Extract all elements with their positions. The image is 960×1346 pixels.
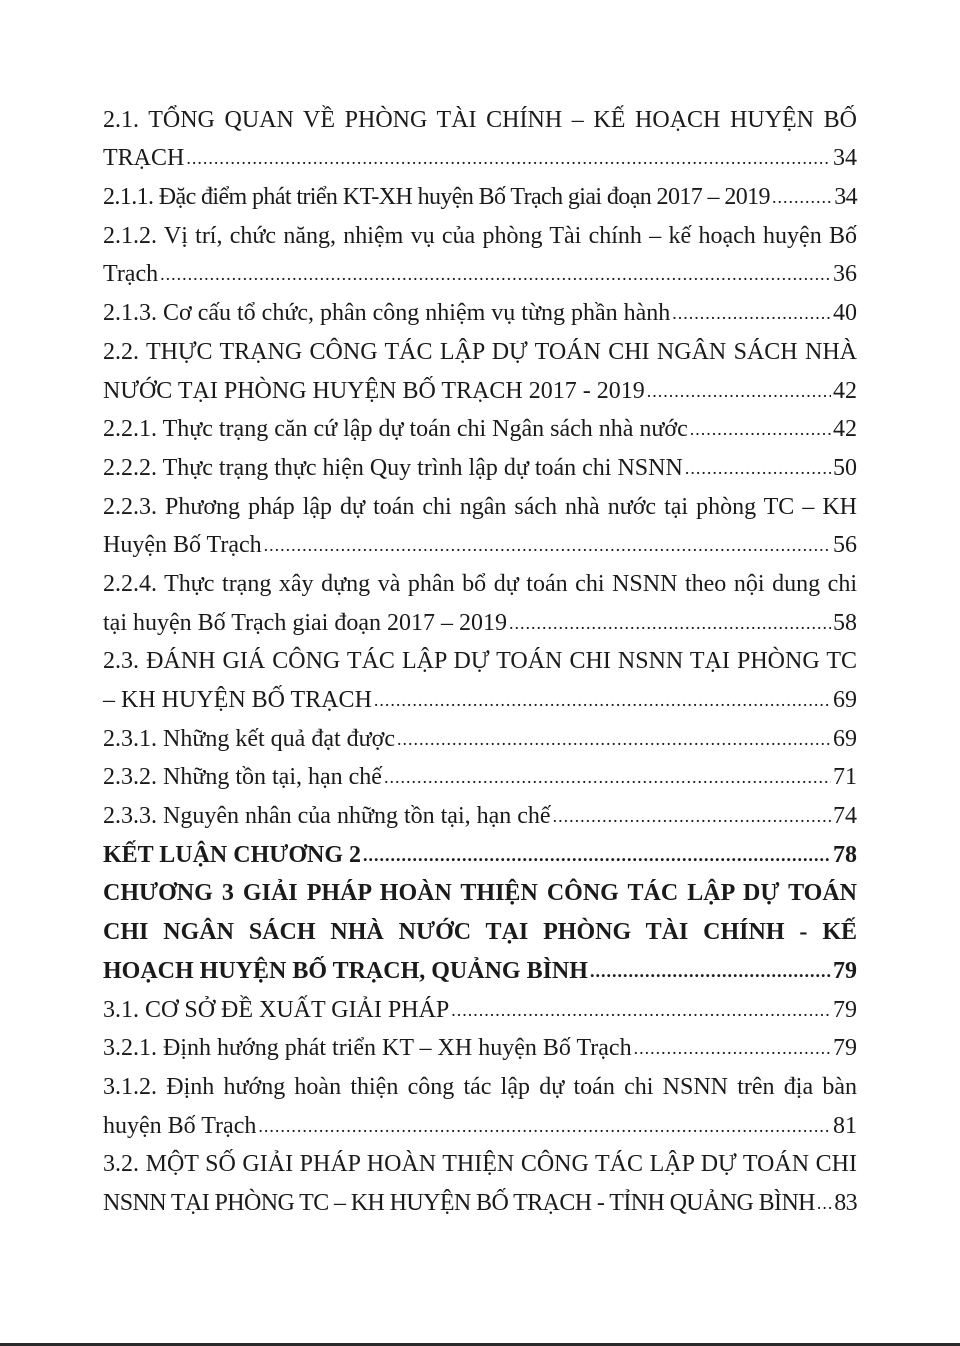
toc-entry [103,444,857,483]
toc-entry [103,986,857,1025]
dot-leader [382,763,831,792]
dot-leader [688,415,831,444]
dot-leader [158,260,831,289]
dot-leader [372,686,831,715]
toc-entry [103,135,857,174]
dot-leader [361,841,831,870]
toc-page-number: 79 [833,996,857,1023]
toc-entry [103,599,857,638]
dot-leader [683,454,831,483]
toc-entry-text: 3.2.1. Định hướng phát triển KT – XH huyện Bố Trạch [103,1035,632,1062]
toc-entry-text: 2.2.1. Thực trạng căn cứ lập dự toán chi Ngân sách nhà nước [103,416,688,443]
toc-entry-text: TRẠCH [103,145,185,172]
toc-page-number: 74 [833,803,857,830]
toc-entry-text: CHI NGÂN SÁCH NHÀ NƯỚC TẠI PHÒNG TÀI CHÍNH - KẾ [103,919,857,946]
toc-page-number: 69 [833,687,857,713]
dot-leader [815,1189,832,1218]
toc-page-number: 40 [833,300,857,327]
toc-entry [103,831,857,870]
toc-page-number: 36 [833,261,857,288]
toc-entry [103,251,857,290]
dot-leader [184,144,831,173]
dot-leader [256,1112,831,1141]
toc-entry-continued [103,328,857,367]
toc-page-number: 42 [833,416,857,443]
toc-entry [103,1102,857,1141]
toc-entry-text: 2.3.3. Nguyên nhân của những tồn tại, hạn chế [103,803,551,830]
toc-page-number: 78 [833,841,857,868]
toc-entry [103,1179,857,1218]
toc-entry-text: NƯỚC TẠI PHÒNG HUYỆN BỐ TRẠCH 2017 - 2019 [103,377,645,404]
table-of-contents [103,96,857,1218]
toc-entry-text: CHƯƠNG 3 GIẢI PHÁP HOÀN THIỆN CÔNG TÁC LẬP DỰ TOÁN [103,880,857,907]
toc-page-number: 81 [833,1112,857,1139]
toc-entry-text: 3.1. CƠ SỞ ĐỀ XUẤT GIẢI PHÁP [103,996,450,1023]
dot-leader [670,299,831,328]
toc-page-number: 58 [833,609,857,636]
toc-entry-continued [103,908,857,947]
toc-entry-text: 2.1.3. Cơ cấu tổ chức, phân công nhiệm vụ từng phần hành [103,300,671,327]
toc-entry-text: 2.3.1. Những kết quả đạt được [103,725,395,752]
toc-entry-text: Trạch [103,261,159,288]
toc-page-number: 71 [833,764,857,791]
toc-entry-text: 3.2. MỘT SỐ GIẢI PHÁP HOÀN THIỆN CÔNG TÁC LẬP DỰ TOÁN CHI [103,1151,857,1178]
toc-entry-continued [103,212,857,251]
toc-entry-text: Huyện Bố Trạch [103,532,262,559]
dot-leader [632,1034,831,1063]
dot-leader [770,183,832,212]
dot-leader [507,609,831,638]
toc-entry [103,367,857,406]
toc-page-number: 69 [833,725,857,752]
toc-entry-continued [103,483,857,522]
toc-entry-text: 2.3. ĐÁNH GIÁ CÔNG TÁC LẬP DỰ TOÁN CHI NSNN TẠI PHÒNG TC [103,648,857,675]
dot-leader [645,377,831,406]
dot-leader [395,725,831,754]
toc-entry-text: 2.1. TỔNG QUAN VỀ PHÒNG TÀI CHÍNH – KẾ HOẠCH HUYỆN BỐ [103,106,857,133]
toc-entry-text: 2.3.2. Những tồn tại, hạn chế [103,764,382,791]
dot-leader [262,531,831,560]
toc-entry-text: huyện Bố Trạch [103,1112,257,1139]
toc-entry [103,754,857,793]
toc-page-number: 50 [833,454,857,481]
toc-entry [103,522,857,561]
toc-entry-text: 2.2.2. Thực trạng thực hiện Quy trình lập dự toán chi NSNN [103,454,683,481]
toc-entry-text: KẾT LUẬN CHƯƠNG 2 [103,841,362,868]
dot-leader [551,802,831,831]
toc-entry-text: 2.2.3. Phương pháp lập dự toán chi ngân sách nhà nước tại phòng TC – KH [103,493,857,520]
toc-entry [103,676,857,715]
toc-entry-continued [103,638,857,677]
toc-page-number: 34 [834,184,857,211]
toc-entry-text: 2.1.1. Đặc điểm phát triển KT-XH huyện Bố Trạch giai đoạn 2017 – 2019 [103,184,770,211]
toc-entry [103,715,857,754]
toc-page-number: 79 [833,1035,857,1062]
toc-entry [103,947,857,986]
toc-entry-continued [103,1063,857,1102]
dot-leader [449,996,831,1025]
toc-entry-continued [103,870,857,909]
toc-entry-continued [103,1141,857,1180]
toc-entry-text: 2.2.4. Thực trạng xây dựng và phân bổ dự toán chi NSNN theo nội dung chi [103,570,857,597]
toc-entry [103,1025,857,1064]
toc-entry [103,792,857,831]
toc-entry-continued [103,96,857,135]
toc-entry-text: tại huyện Bố Trạch giai đoạn 2017 – 2019 [103,609,507,636]
toc-entry [103,173,857,212]
toc-entry [103,289,857,328]
toc-page-number: 56 [833,532,857,559]
toc-entry-text: 3.1.2. Định hướng hoàn thiện công tác lập dự toán chi NSNN trên địa bàn [103,1073,857,1100]
toc-entry-text: – KH HUYỆN BỐ TRẠCH [103,687,372,713]
toc-entry-text: 2.1.2. Vị trí, chức năng, nhiệm vụ của phòng Tài chính – kế hoạch huyện Bố [103,222,857,249]
toc-page-number: 79 [833,957,857,984]
toc-entry-continued [103,560,857,599]
toc-entry-text: NSNN TẠI PHÒNG TC – KH HUYỆN BỐ TRẠCH - TỈNH QUẢNG BÌNH [103,1189,815,1216]
toc-page-number: 42 [833,377,857,404]
toc-page-number: 83 [834,1189,857,1216]
toc-entry-text: 2.2. THỰC TRẠNG CÔNG TÁC LẬP DỰ TOÁN CHI NGÂN SÁCH NHÀ [103,338,857,365]
dot-leader [588,957,831,986]
toc-page-number: 34 [833,145,857,172]
toc-entry-text: HOẠCH HUYỆN BỐ TRẠCH, QUẢNG BÌNH [103,957,588,984]
toc-entry [103,406,857,445]
